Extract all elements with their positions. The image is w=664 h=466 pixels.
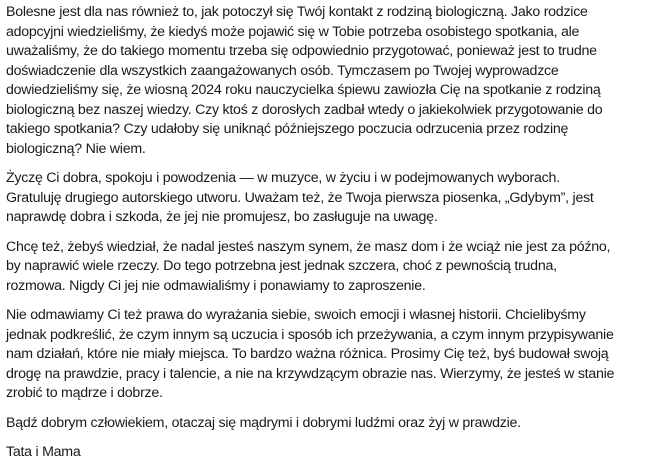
signature: Tata i Mama bbox=[6, 444, 81, 460]
paragraph-line: Chcę też, żebyś wiedział, że nadal jesteś naszym synem, że masz dom i że wciąż nie jest za późno, bbox=[6, 238, 611, 255]
paragraph-line: biologiczną? Nie wiem. bbox=[6, 140, 146, 157]
paragraph-line: jednak podkreślić, że czym innym są uczucia i sposób ich przeżywania, a czym innym przypisywanie bbox=[6, 326, 614, 343]
letter-paragraph bbox=[6, 3, 664, 159]
paragraph-line: Gratuluję drugiego autorskiego utworu. Uważam też, że Twoja pierwsza piosenka, „Gdybym”, jest bbox=[6, 189, 594, 206]
paragraph-line: doświadczenie dla wszystkich zaangażowanych osób. Tymczasem po Twojej wyprowadzce bbox=[6, 62, 559, 79]
paragraph-line: uważaliśmy, że do takiego momentu trzeba się odpowiednio przygotować, ponieważ jest to trudne bbox=[6, 43, 597, 59]
paragraph-line: Nie odmawiamy Ci też prawa do wyrażania siebie, swoich emocji i własnej historii. Chcielibyśmy bbox=[6, 307, 586, 323]
paragraph-line: takiego spotkania? Czy udałoby się uniknąć późniejszego poczucia odrzucenia przez rodzinę bbox=[6, 121, 569, 137]
paragraph-line: Bądź dobrym człowiekiem, otaczaj się mądrymi i dobrymi ludźmi oraz żyj w prawdzie. bbox=[6, 414, 521, 431]
paragraph-line: nam działań, które nie miały miejsca. To bardzo ważna różnica. Prosimy Cię też, byś budował swoją bbox=[6, 346, 609, 362]
paragraph-line: drogę na prawdzie, pracy i talencie, a nie na krzywdzącym obrazie nas. Wierzymy, że jesteś w stanie bbox=[6, 365, 615, 382]
letter-paragraph bbox=[6, 169, 664, 228]
paragraph-line: adopcyjni wiedzieliśmy, że kiedyś może pojawić się w Tobie potrzeba osobistego spotkania, ale bbox=[6, 23, 580, 40]
letter-document bbox=[6, 3, 664, 463]
letter-paragraph bbox=[6, 306, 664, 404]
paragraph-line: naprawdę dobra i szkoda, że jej nie promujesz, bo zasługuje na uwagę. bbox=[6, 209, 438, 225]
paragraph-line: biologiczną bez naszej wiedzy. Czy ktoś z dorosłych zadbał wtedy o jakiekolwiek przygotowanie do bbox=[6, 101, 603, 118]
paragraph-line: zrobić to mądrze i dobrze. bbox=[6, 385, 163, 401]
paragraph-line: Bolesne jest dla nas również to, jak potoczył się Twój kontakt z rodziną biologiczną. Jako rodzice bbox=[6, 4, 588, 20]
letter-paragraph bbox=[6, 238, 664, 297]
paragraph-line: dowiedzieliśmy się, że wiosną 2024 roku nauczycielka śpiewu zawiozła Cię na spotkanie z rodziną bbox=[6, 82, 601, 98]
paragraph-line: by naprawić wiele rzeczy. Do tego potrzebna jest jednak szczera, choć z pewnością trudna, bbox=[6, 258, 557, 274]
paragraph-line: rozmowa. Nigdy Ci jej nie odmawialiśmy i ponawiamy to zaproszenie. bbox=[6, 277, 426, 294]
paragraph-line: Życzę Ci dobra, spokoju i powodzenia — w muzyce, w życiu i w podejmowanych wyborach. bbox=[6, 170, 560, 186]
letter-paragraph bbox=[6, 414, 664, 434]
